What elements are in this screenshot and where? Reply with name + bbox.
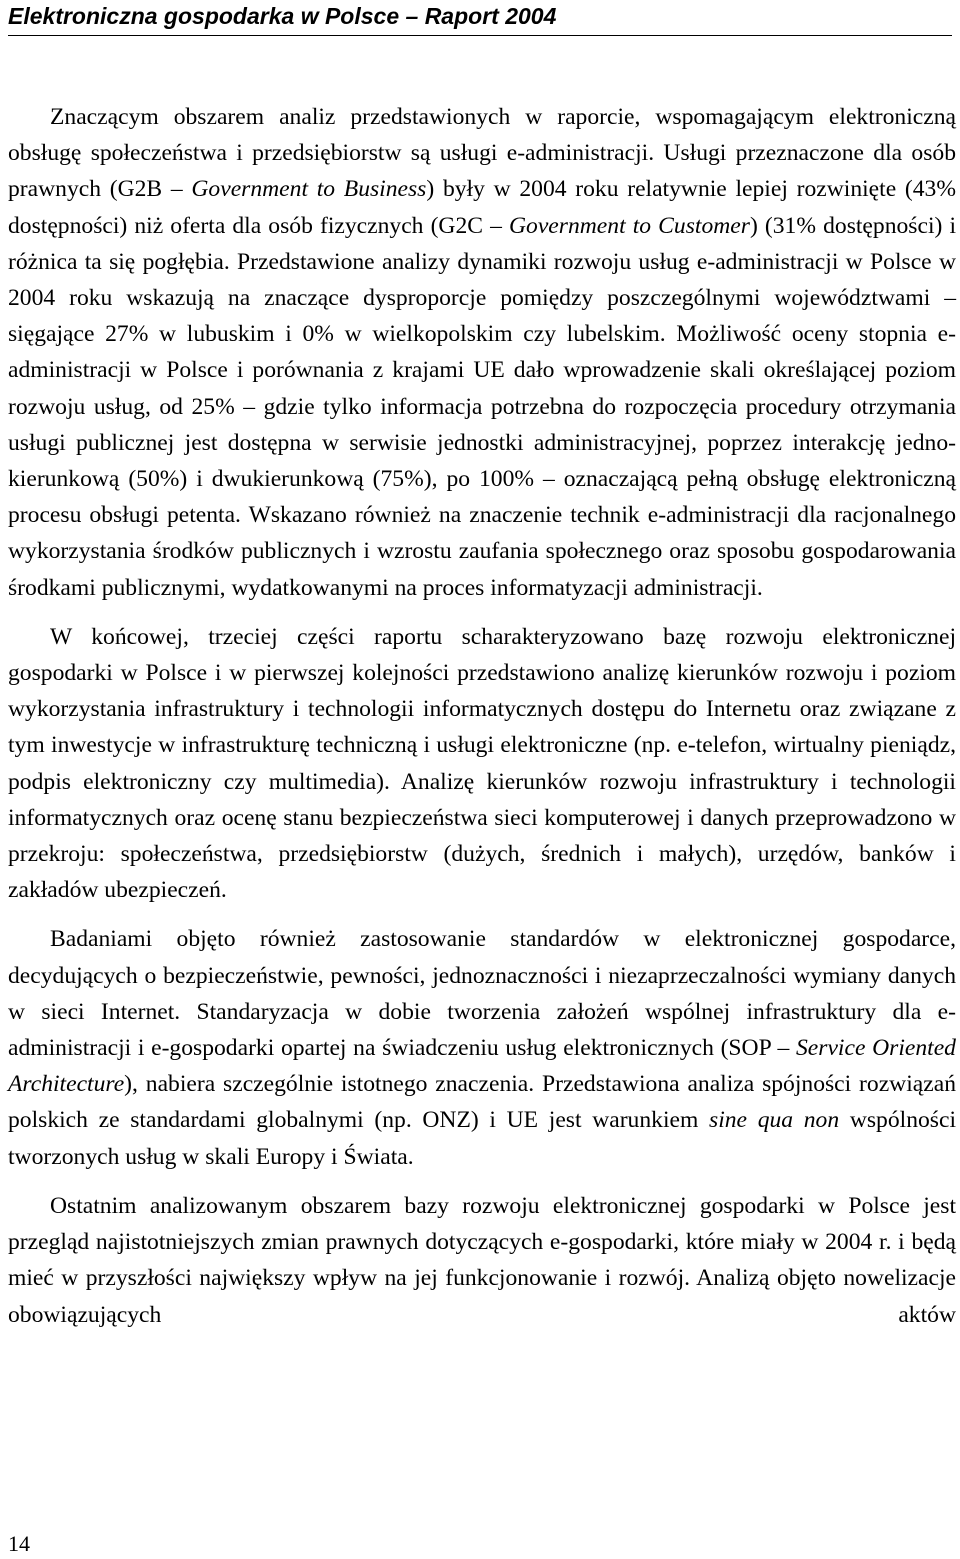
page-number: 14 [8, 1531, 30, 1556]
paragraph [8, 921, 956, 1174]
body-text [8, 99, 956, 1346]
text-run: Znaczącym obszarem analiz przedstawionych w raporcie, wspomagającym elektroniczną obsługę społeczeństwa i przedsiębiorstw są usługi e-administracji. Usługi przeznaczone dla osób prawnych (G2B – [8, 104, 956, 203]
header-title: Elektroniczna gospodarka w Polsce – Raport 2004 [8, 3, 557, 29]
paragraph [8, 619, 956, 909]
text-run: ) (31% dostępności) i różnica ta się pogłębia. Przedstawione analizy dynamiki rozwoju usług e-administracji w Polsce w 2004 roku wskazują na znaczące dysproporcje pomiędzy poszczególnymi województwami – sięgające 27% w lubuskim i 0% w wielkopolskim czy lubelskim. Możliwość oceny stopnia e-administracji w Polsce i porównania z krajami UE dało wprowadzenie skali określającej poziom rozwoju usług, od 25% – gdzie tylko informacja potrzebna do rozpoczęcia procedury otrzymania usługi publicznej jest dostępna w serwisie jednostki administracyjnej, poprzez interakcję jednokierunkową (50%) i dwukierunkową (75%), po 100% – oznaczającą pełną obsługę elektroniczną procesu obsługi petenta. Wskazano również na znaczenie technik e-administracji dla racjonalnego wykorzystania środków publicznych i wzrostu zaufania społecznego oraz sposobu gospodarowania środkami publicznymi, wydatkowanymi na proces informatyzacji administracji. [8, 212, 957, 601]
italic-term: Government to Business [191, 176, 427, 203]
text-run: wspólności tworzonych usług w skali Europy i Świata. [8, 1107, 957, 1170]
text-run: W końcowej, trzeciej części raportu scharakteryzowano bazę rozwoju elektronicznej gospodarki w Polsce i w pierwszej kolejności przedstawiono analizę kierunków rozwoju i poziom wykorzystania infrastruktury i technologii informatycznych dostępu do Internetu oraz związane z tym inwestycje w infrastrukturę techniczną i usługi elektroniczne (np. e-telefon, wirtualny pieniądz, podpis elektroniczny czy multimedia). Analizę kierunków rozwoju infrastruktury i technologii informatycznych oraz ocenę stanu bezpieczeństwa sieci komputerowej i danych przeprowadzono w przekroju: społeczeństwa, przedsiębiorstw (dużych, średnich i małych), urzędów, banków i zakładów ubezpieczeń. [8, 623, 956, 904]
text-run: Badaniami objęto również zastosowanie standardów w elektronicznej gospodarce, decydujących o bezpieczeństwie, pewności, jednoznaczności i niezaprzeczalności wymiany danych w sieci Internet. Standaryzacja w dobie tworzenia założeń wspólnej infrastruktury dla e-administracji i e-gospodarki opartej na świadczeniu usług elektronicznych (SOP – [8, 926, 956, 1062]
running-header [8, 0, 952, 36]
paragraph [8, 99, 956, 606]
italic-term: Government to Customer [509, 212, 750, 239]
paragraph [8, 1188, 956, 1333]
text-run: ), nabiera szczególnie istotnego znaczenia. Przedstawiona analiza spójności rozwiązań polskich ze standardami globalnymi (np. ONZ) i UE jest warunkiem [8, 1071, 956, 1134]
text-run: Ostatnim analizowanym obszarem bazy rozwoju elektronicznej gospodarki w Polsce jest przegląd najistotniejszych zmian prawnych dotyczących e-gospodarki, które miały w 2004 r. i będą mieć w przyszłości największy wpływ na jej funkcjonowanie i rozwój. Analizą objęto nowelizacje obowiązujących aktów [8, 1192, 956, 1328]
italic-term: sine qua non [709, 1107, 840, 1134]
italic-term: Service Oriented Architecture [8, 1035, 956, 1098]
text-run: ) były w 2004 roku relatywnie lepiej rozwinięte (43% dostępności) niż oferta dla osób fizycznych (G2C – [8, 176, 956, 239]
